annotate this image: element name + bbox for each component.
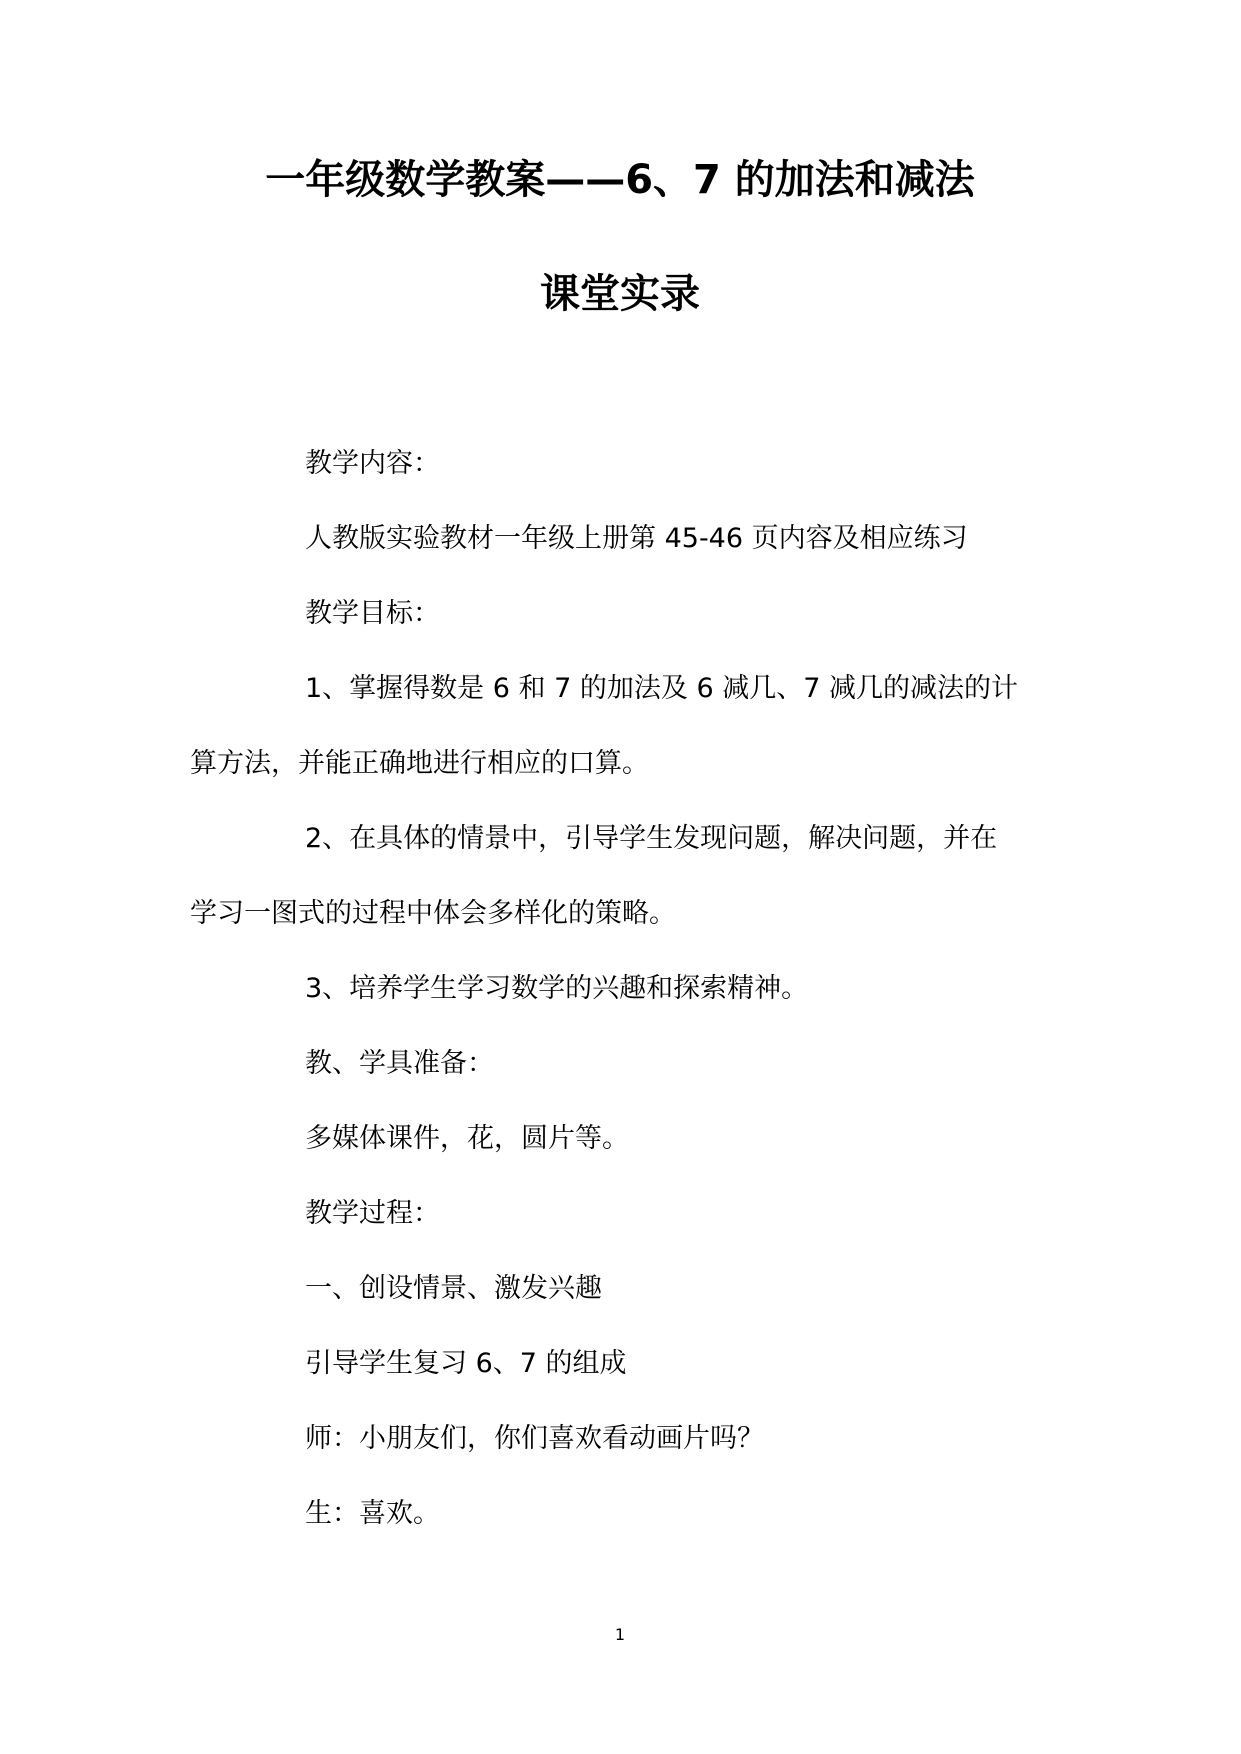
goal-1-line-1: 1、掌握得数是 6 和 7 的加法及 6 减几、7 减几的减法的计 (305, 673, 1018, 704)
paragraph-materials: 多媒体课件，花，圆片等。 (305, 1123, 629, 1154)
goal-1-line-2: 算方法，并能正确地进行相应的口算。 (190, 748, 649, 779)
document-title-line-1: 一年级数学教案——6、7 的加法和减法 (265, 157, 975, 203)
goal-2-line-1: 2、在具体的情景中，引导学生发现问题，解决问题，并在 (305, 823, 998, 854)
goal-3: 3、培养学生学习数学的兴趣和探索精神。 (305, 973, 809, 1004)
paragraph-content: 人教版实验教材一年级上册第 45-46 页内容及相应练习 (305, 523, 968, 554)
dialogue-teacher: 师：小朋友们，你们喜欢看动画片吗？ (305, 1423, 764, 1454)
process-step-1: 一、创设情景、激发兴趣 (305, 1273, 602, 1304)
section-heading-materials: 教、学具准备： (305, 1048, 494, 1079)
document-title-line-2: 课堂实录 (540, 271, 700, 317)
dialogue-student: 生：喜欢。 (305, 1498, 440, 1529)
page-number: 1 (614, 1625, 626, 1644)
paragraph-review: 引导学生复习 6、7 的组成 (305, 1348, 627, 1379)
section-heading-goals: 教学目标： (305, 598, 440, 629)
section-heading-content: 教学内容： (305, 448, 440, 479)
goal-2-line-2: 学习一图式的过程中体会多样化的策略。 (190, 898, 676, 929)
section-heading-process: 教学过程： (305, 1198, 440, 1229)
